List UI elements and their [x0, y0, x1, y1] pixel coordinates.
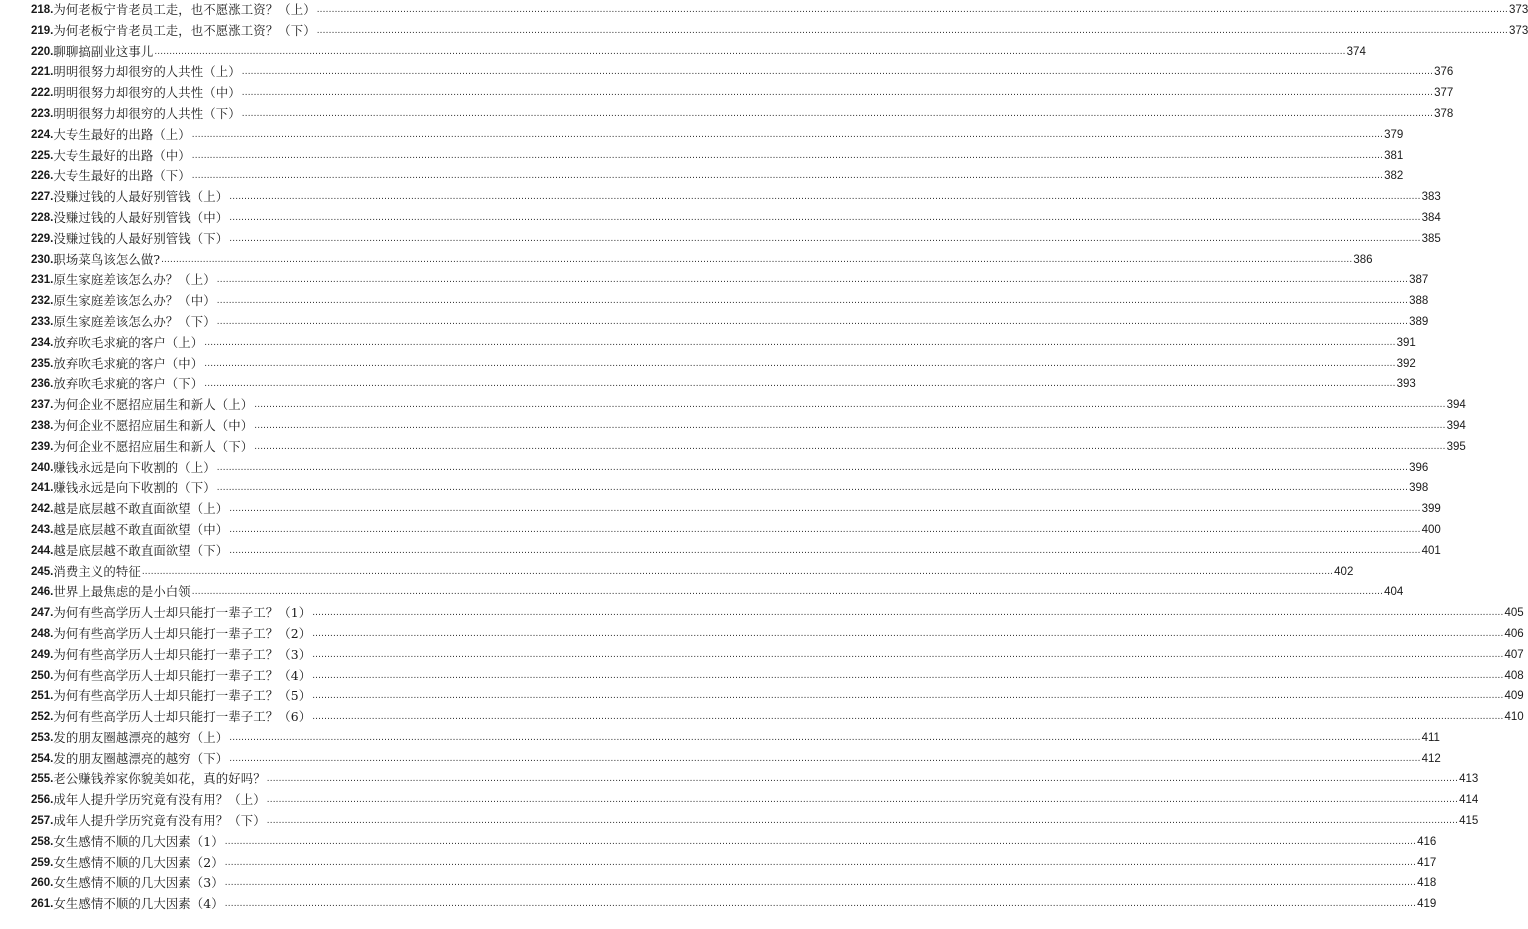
toc-entry-title: 为何企业不愿招应届生和新人（中） — [53, 417, 254, 433]
toc-entry-number: 260. — [31, 877, 54, 890]
toc-dot-leader: ................................................................................................................................................................................................................................................................................................................................................................................................................ — [161, 253, 1353, 265]
toc-dot-leader: ................................................................................................................................................................................................................................................................................................................................................................................................................ — [229, 523, 1421, 535]
toc-entry[interactable] — [31, 104, 1454, 125]
toc-entry-number: 224. — [31, 128, 54, 141]
toc-entry-title: 消费主义的特征 — [53, 563, 141, 579]
toc-entry-page-number: 404 — [1384, 586, 1404, 599]
toc-entry-number: 239. — [31, 440, 54, 453]
toc-entry-page-number: 374 — [1346, 45, 1366, 58]
toc-entry[interactable] — [31, 146, 1404, 167]
toc-entry[interactable] — [31, 790, 1479, 811]
toc-entry-title: 没赚过钱的人最好别管钱（上） — [53, 189, 229, 205]
toc-dot-leader: ................................................................................................................................................................................................................................................................................................................................................................................................................ — [241, 107, 1434, 119]
toc-entry[interactable] — [31, 125, 1404, 146]
toc-entry[interactable] — [31, 541, 1441, 562]
toc-entry-page-number: 386 — [1353, 253, 1373, 266]
toc-dot-leader: ................................................................................................................................................................................................................................................................................................................................................................................................................ — [154, 45, 1346, 57]
toc-dot-leader: ................................................................................................................................................................................................................................................................................................................................................................................................................ — [216, 274, 1409, 286]
toc-entry-title: 为何企业不愿招应届生和新人（上） — [53, 397, 254, 413]
toc-entry-page-number: 398 — [1409, 482, 1429, 495]
toc-entry[interactable] — [31, 187, 1441, 208]
toc-dot-leader: ................................................................................................................................................................................................................................................................................................................................................................................................................ — [312, 648, 1504, 660]
toc-entry-title: 发的朋友圈越漂亮的越穷（上） — [53, 729, 229, 745]
toc-entry[interactable] — [31, 603, 1524, 624]
toc-entry[interactable] — [31, 811, 1479, 832]
toc-dot-leader: ................................................................................................................................................................................................................................................................................................................................................................................................................ — [312, 627, 1504, 639]
toc-entry[interactable] — [31, 416, 1466, 437]
toc-entry-number: 220. — [31, 45, 54, 58]
toc-entry-number: 233. — [31, 315, 54, 328]
toc-entry-page-number: 373 — [1509, 4, 1528, 16]
toc-entry[interactable] — [31, 395, 1466, 416]
toc-entry[interactable] — [31, 707, 1524, 728]
toc-dot-leader: ................................................................................................................................................................................................................................................................................................................................................................................................................ — [191, 128, 1384, 140]
toc-dot-leader: ................................................................................................................................................................................................................................................................................................................................................................................................................ — [204, 357, 1396, 369]
toc-dot-leader: ................................................................................................................................................................................................................................................................................................................................................................................................................ — [316, 24, 1509, 36]
toc-entry[interactable] — [31, 458, 1429, 479]
toc-dot-leader: ................................................................................................................................................................................................................................................................................................................................................................................................................ — [224, 835, 1417, 847]
toc-entry-page-number: 379 — [1384, 128, 1404, 141]
toc-entry-page-number: 413 — [1459, 773, 1479, 786]
toc-entry-page-number: 385 — [1421, 232, 1441, 245]
toc-entry-title: 原生家庭差该怎么办？（下） — [53, 313, 216, 329]
toc-entry-title: 成年人提升学历究竟有没有用？（下） — [53, 813, 266, 829]
toc-entry[interactable] — [31, 624, 1524, 645]
toc-entry-title: 明明很努力却很穷的人共性（下） — [53, 105, 241, 121]
toc-entry-page-number: 394 — [1446, 419, 1466, 432]
toc-entry-page-number: 383 — [1421, 191, 1441, 204]
toc-entry[interactable] — [31, 312, 1429, 333]
toc-entry-number: 226. — [31, 170, 54, 183]
toc-entry[interactable] — [31, 686, 1524, 707]
toc-entry-page-number: 416 — [1417, 835, 1437, 848]
toc-entry-title: 为何老板宁肯老员工走，也不愿涨工资？（下） — [53, 22, 316, 38]
toc-entry-page-number: 395 — [1446, 440, 1466, 453]
toc-entry-title: 成年人提升学历究竟有没有用？（上） — [53, 792, 266, 808]
toc-entry-title: 女生感情不顺的几大因素（4） — [53, 896, 224, 912]
toc-entry-number: 238. — [31, 419, 54, 432]
toc-entry[interactable] — [31, 333, 1416, 354]
toc-entry-number: 248. — [31, 627, 54, 640]
toc-entry-page-number: 392 — [1396, 357, 1416, 370]
toc-dot-leader: ................................................................................................................................................................................................................................................................................................................................................................................................................ — [254, 419, 1446, 431]
toc-entry-title: 大专生最好的出路（下） — [53, 168, 191, 184]
toc-entry[interactable] — [31, 374, 1416, 395]
toc-entry-number: 259. — [31, 856, 54, 869]
toc-entry-title: 赚钱永远是向下收割的（下） — [53, 480, 216, 496]
toc-dot-leader: ................................................................................................................................................................................................................................................................................................................................................................................................................ — [191, 170, 1384, 182]
toc-entry-number: 257. — [31, 815, 54, 828]
toc-dot-leader: ................................................................................................................................................................................................................................................................................................................................................................................................................ — [266, 794, 1459, 806]
toc-entry-title: 女生感情不顺的几大因素（2） — [53, 854, 224, 870]
toc-dot-leader: ................................................................................................................................................................................................................................................................................................................................................................................................................ — [191, 586, 1384, 598]
toc-dot-leader: ................................................................................................................................................................................................................................................................................................................................................................................................................ — [204, 378, 1396, 390]
toc-entry-number: 242. — [31, 503, 54, 516]
toc-entry-title: 明明很努力却很穷的人共性（上） — [53, 64, 241, 80]
toc-entry-number: 230. — [31, 253, 54, 266]
toc-dot-leader: ................................................................................................................................................................................................................................................................................................................................................................................................................ — [229, 211, 1421, 223]
toc-entry[interactable] — [31, 42, 1366, 63]
toc-entry[interactable] — [31, 291, 1429, 312]
toc-dot-leader: ................................................................................................................................................................................................................................................................................................................................................................................................................ — [229, 232, 1421, 244]
toc-entry-number: 237. — [31, 399, 54, 412]
toc-dot-leader: ................................................................................................................................................................................................................................................................................................................................................................................................................ — [229, 503, 1421, 515]
toc-dot-leader: ................................................................................................................................................................................................................................................................................................................................................................................................................ — [312, 669, 1504, 681]
toc-entry-page-number: 411 — [1421, 731, 1440, 744]
toc-entry-title: 大专生最好的出路（上） — [53, 126, 191, 142]
toc-entry-title: 没赚过钱的人最好别管钱（下） — [53, 230, 229, 246]
toc-entry[interactable] — [31, 853, 1437, 874]
toc-entry-title: 放弃吹毛求疵的客户（下） — [53, 376, 204, 392]
toc-entry-page-number: 393 — [1396, 378, 1416, 391]
toc-entry-number: 223. — [31, 107, 54, 120]
toc-entry-number: 250. — [31, 669, 54, 682]
toc-entry[interactable] — [31, 832, 1437, 853]
toc-dot-leader: ................................................................................................................................................................................................................................................................................................................................................................................................................ — [224, 856, 1417, 868]
toc-entry-page-number: 408 — [1504, 669, 1524, 682]
toc-entry-number: 243. — [31, 523, 54, 536]
toc-dot-leader: ................................................................................................................................................................................................................................................................................................................................................................................................................ — [191, 149, 1384, 161]
toc-entry-title: 发的朋友圈越漂亮的越穷（下） — [53, 750, 229, 766]
toc-dot-leader: ................................................................................................................................................................................................................................................................................................................................................................................................................ — [316, 4, 1509, 15]
toc-entry-number: 221. — [31, 66, 54, 79]
toc-entry-page-number: 381 — [1384, 149, 1404, 162]
toc-entry-number: 219. — [31, 24, 54, 37]
toc-entry[interactable] — [31, 270, 1429, 291]
toc-dot-leader: ................................................................................................................................................................................................................................................................................................................................................................................................................ — [141, 565, 1334, 577]
toc-entry[interactable] — [31, 873, 1437, 894]
toc-dot-leader: ................................................................................................................................................................................................................................................................................................................................................................................................................ — [266, 773, 1459, 785]
toc-entry-page-number: 419 — [1417, 898, 1437, 911]
toc-entry-page-number: 401 — [1421, 544, 1441, 557]
toc-entry-title: 大专生最好的出路（中） — [53, 147, 191, 163]
toc-entry-title: 原生家庭差该怎么办？（上） — [53, 272, 216, 288]
toc-entry-title: 为何老板宁肯老员工走，也不愿涨工资？（上） — [53, 2, 316, 17]
toc-entry-number: 254. — [31, 752, 54, 765]
toc-entry[interactable] — [31, 0, 1528, 21]
toc-entry[interactable] — [31, 582, 1404, 603]
toc-entry-number: 251. — [31, 690, 54, 703]
toc-dot-leader: ................................................................................................................................................................................................................................................................................................................................................................................................................ — [229, 191, 1421, 203]
toc-entry-title: 世界上最焦虑的是小白领 — [53, 584, 191, 600]
toc-entry-number: 222. — [31, 87, 54, 100]
toc-entry-number: 261. — [31, 898, 54, 911]
toc-dot-leader: ................................................................................................................................................................................................................................................................................................................................................................................................................ — [224, 898, 1417, 910]
toc-entry-page-number: 418 — [1417, 877, 1437, 890]
toc-entry-page-number: 417 — [1417, 856, 1437, 869]
toc-entry[interactable] — [31, 499, 1441, 520]
toc-entry-title: 聊聊搞副业这事儿 — [53, 43, 154, 59]
toc-entry-number: 218. — [31, 4, 54, 16]
toc-entry-number: 232. — [31, 295, 54, 308]
toc-entry-number: 229. — [31, 232, 54, 245]
toc-entry-number: 227. — [31, 191, 54, 204]
toc-entry-number: 252. — [31, 711, 54, 724]
toc-entry-page-number: 384 — [1421, 211, 1441, 224]
toc-entry[interactable] — [31, 520, 1441, 541]
toc-entry[interactable] — [31, 166, 1404, 187]
toc-entry-page-number: 378 — [1434, 107, 1454, 120]
toc-entry-title: 赚钱永远是向下收割的（上） — [53, 459, 216, 475]
toc-entry-number: 245. — [31, 565, 54, 578]
toc-entry-page-number: 402 — [1334, 565, 1354, 578]
toc-entry-number: 225. — [31, 149, 54, 162]
toc-entry-number: 255. — [31, 773, 54, 786]
toc-dot-leader: ................................................................................................................................................................................................................................................................................................................................................................................................................ — [312, 690, 1504, 702]
toc-dot-leader: ................................................................................................................................................................................................................................................................................................................................................................................................................ — [312, 607, 1504, 619]
toc-entry-page-number: 399 — [1421, 503, 1441, 516]
toc-entry-page-number: 376 — [1434, 66, 1454, 79]
toc-entry-title: 越是底层越不敢直面欲望（中） — [53, 521, 229, 537]
toc-dot-leader: ................................................................................................................................................................................................................................................................................................................................................................................................................ — [229, 544, 1421, 556]
toc-entry[interactable] — [31, 62, 1454, 83]
toc-entry-number: 244. — [31, 544, 54, 557]
toc-entry-page-number: 394 — [1446, 399, 1466, 412]
toc-dot-leader: ................................................................................................................................................................................................................................................................................................................................................................................................................ — [229, 752, 1421, 764]
toc-entry-page-number: 414 — [1459, 794, 1479, 807]
toc-entry-title: 为何有些高学历人士却只能打一辈子工？（3） — [53, 646, 312, 662]
toc-entry[interactable] — [31, 21, 1528, 42]
toc-dot-leader: ................................................................................................................................................................................................................................................................................................................................................................................................................ — [204, 336, 1396, 348]
toc-entry[interactable] — [31, 562, 1354, 583]
toc-entry-title: 为何企业不愿招应届生和新人（下） — [53, 438, 254, 454]
toc-entry-title: 女生感情不顺的几大因素（3） — [53, 875, 224, 891]
toc-entry[interactable] — [31, 666, 1524, 687]
toc-entry-title: 越是底层越不敢直面欲望（下） — [53, 542, 229, 558]
toc-dot-leader: ................................................................................................................................................................................................................................................................................................................................................................................................................ — [254, 440, 1446, 452]
toc-entry-number: 231. — [31, 274, 54, 287]
toc-dot-leader: ................................................................................................................................................................................................................................................................................................................................................................................................................ — [216, 461, 1409, 473]
toc-entry-title: 为何有些高学历人士却只能打一辈子工？（1） — [53, 605, 312, 621]
toc-entry[interactable] — [31, 83, 1454, 104]
toc-entry-title: 放弃吹毛求疵的客户（中） — [53, 355, 204, 371]
toc-entry[interactable] — [31, 250, 1373, 271]
toc-dot-leader: ................................................................................................................................................................................................................................................................................................................................................................................................................ — [216, 482, 1409, 494]
toc-entry-number: 256. — [31, 794, 54, 807]
toc-entry-title: 女生感情不顺的几大因素（1） — [53, 833, 224, 849]
toc-entry-title: 为何有些高学历人士却只能打一辈子工？（6） — [53, 709, 312, 725]
toc-dot-leader: ................................................................................................................................................................................................................................................................................................................................................................................................................ — [229, 731, 1421, 743]
toc-entry-number: 228. — [31, 211, 54, 224]
toc-entry[interactable] — [31, 749, 1441, 770]
toc-entry[interactable] — [31, 437, 1466, 458]
toc-entry[interactable] — [31, 208, 1441, 229]
toc-entry[interactable] — [31, 478, 1429, 499]
toc-entry-page-number: 377 — [1434, 87, 1454, 100]
toc-entry[interactable] — [31, 645, 1524, 666]
toc-entry-title: 职场菜鸟该怎么做? — [53, 251, 161, 267]
toc-dot-leader: ................................................................................................................................................................................................................................................................................................................................................................................................................ — [254, 399, 1446, 411]
toc-entry-page-number: 373 — [1509, 24, 1528, 37]
toc-dot-leader: ................................................................................................................................................................................................................................................................................................................................................................................................................ — [312, 711, 1504, 723]
toc-entry-title: 明明很努力却很穷的人共性（中） — [53, 85, 241, 101]
toc-entry-number: 236. — [31, 378, 54, 391]
toc-entry-title: 越是底层越不敢直面欲望（上） — [53, 501, 229, 517]
toc-entry-title: 老公赚钱养家你貌美如花，真的好吗？ — [53, 771, 266, 787]
toc-entry[interactable] — [31, 894, 1437, 915]
toc-entry[interactable] — [31, 769, 1479, 790]
toc-entry-title: 为何有些高学历人士却只能打一辈子工？（2） — [53, 625, 312, 641]
toc-entry-number: 241. — [31, 482, 54, 495]
toc-dot-leader: ................................................................................................................................................................................................................................................................................................................................................................................................................ — [241, 66, 1434, 78]
toc-entry[interactable] — [31, 354, 1416, 375]
toc-entry-number: 253. — [31, 731, 54, 744]
toc-entry-page-number: 389 — [1409, 315, 1429, 328]
toc-entry-page-number: 415 — [1459, 815, 1479, 828]
toc-entry-number: 234. — [31, 336, 54, 349]
toc-entry-page-number: 405 — [1504, 607, 1524, 620]
toc-entry-page-number: 406 — [1504, 627, 1524, 640]
toc-entry-title: 为何有些高学历人士却只能打一辈子工？（5） — [53, 688, 312, 704]
toc-entry-title: 为何有些高学历人士却只能打一辈子工？（4） — [53, 667, 312, 683]
toc-entry-number: 247. — [31, 607, 54, 620]
toc-entry-number: 258. — [31, 835, 54, 848]
toc-entry-page-number: 388 — [1409, 295, 1429, 308]
toc-entry-page-number: 412 — [1421, 752, 1441, 765]
toc-entry-page-number: 407 — [1504, 648, 1524, 661]
toc-entry-number: 240. — [31, 461, 54, 474]
table-of-contents — [31, 0, 1528, 915]
toc-entry[interactable] — [31, 229, 1441, 250]
toc-entry-number: 246. — [31, 586, 54, 599]
toc-entry-page-number: 382 — [1384, 170, 1404, 183]
toc-entry-title: 没赚过钱的人最好别管钱（中） — [53, 209, 229, 225]
toc-entry[interactable] — [31, 728, 1440, 749]
toc-entry-page-number: 409 — [1504, 690, 1524, 703]
toc-dot-leader: ................................................................................................................................................................................................................................................................................................................................................................................................................ — [241, 87, 1434, 99]
toc-entry-page-number: 391 — [1396, 336, 1416, 349]
toc-entry-number: 235. — [31, 357, 54, 370]
toc-dot-leader: ................................................................................................................................................................................................................................................................................................................................................................................................................ — [216, 315, 1409, 327]
toc-entry-title: 原生家庭差该怎么办？（中） — [53, 293, 216, 309]
toc-entry-title: 放弃吹毛求疵的客户（上） — [53, 334, 204, 350]
toc-entry-page-number: 410 — [1504, 711, 1524, 724]
toc-entry-number: 249. — [31, 648, 54, 661]
toc-entry-page-number: 400 — [1421, 523, 1441, 536]
toc-entry-page-number: 387 — [1409, 274, 1429, 287]
toc-dot-leader: ................................................................................................................................................................................................................................................................................................................................................................................................................ — [224, 877, 1417, 889]
toc-entry-page-number: 396 — [1409, 461, 1429, 474]
toc-dot-leader: ................................................................................................................................................................................................................................................................................................................................................................................................................ — [216, 295, 1409, 307]
toc-dot-leader: ................................................................................................................................................................................................................................................................................................................................................................................................................ — [266, 815, 1459, 827]
